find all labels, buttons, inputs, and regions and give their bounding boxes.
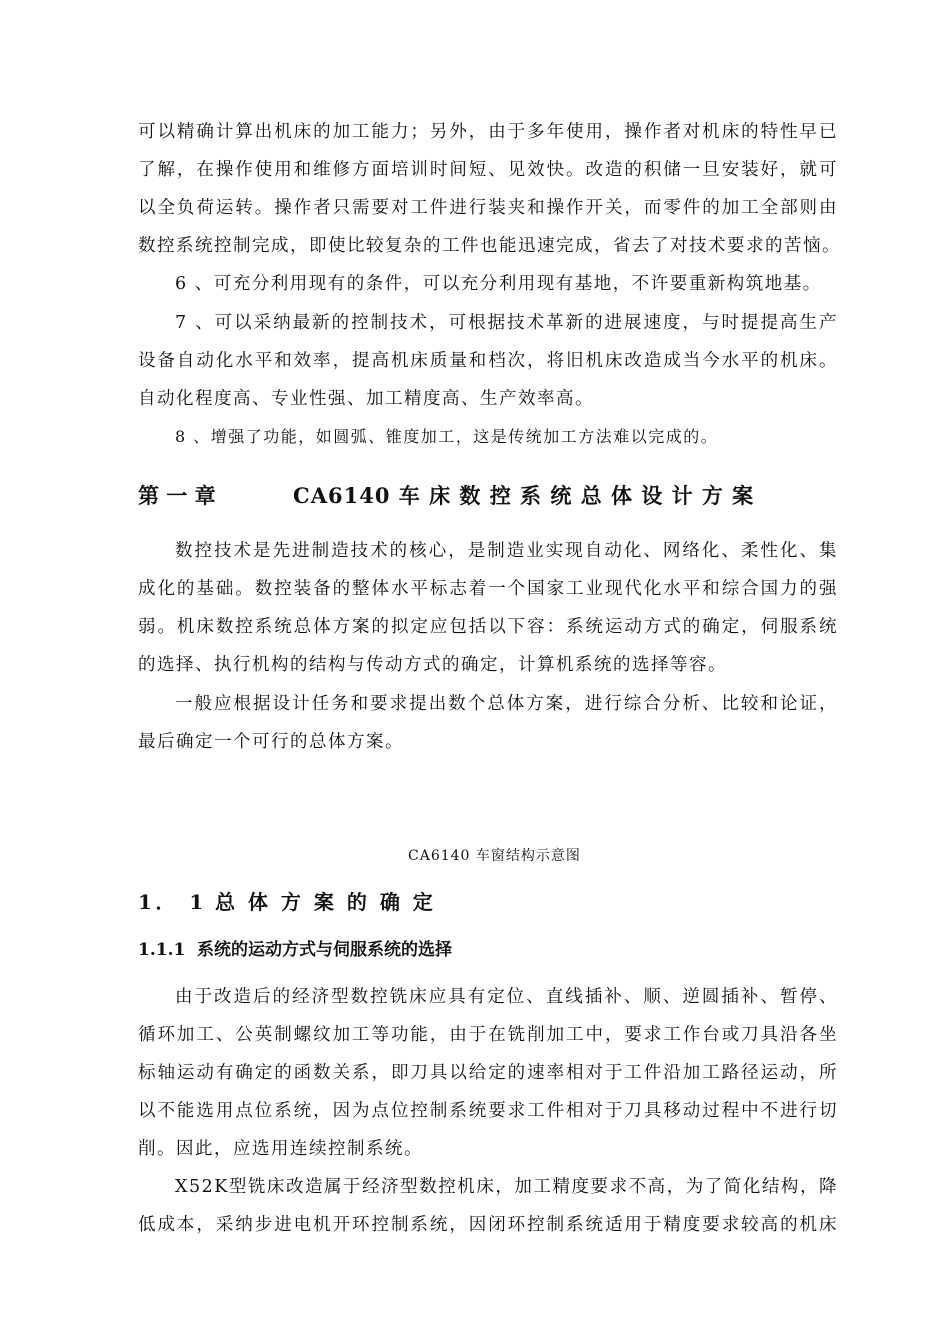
- text-line: 自动化程度高、专业性强、加工精度高、生产效率高。: [138, 389, 594, 409]
- text-line: 标轴运动有确定的函数关系，即刀具以给定的速率相对于工件沿加工路径运动，所: [138, 1063, 838, 1083]
- text-line: 弱。机床数控系统总体方案的拟定应包括以下容：系统运动方式的确定，伺服系统: [138, 617, 838, 637]
- text-line: 数控系统控制完成，即使比较复杂的工件也能迅速完成，省去了对技术要求的苦恼。: [138, 236, 841, 256]
- text-line: 低成本，采纳步进电机开环控制系统，因闭环控制系统适用于精度要求较高的机床: [138, 1215, 838, 1235]
- text-line: 削。因此，应选用连续控制系统。: [138, 1139, 423, 1159]
- text-line: 以全负荷运转。操作者只需要对工件进行装夹和操作开关，而零件的加工全部则由: [138, 198, 838, 218]
- text-line: 成化的基础。数控装备的整体水平标志着一个国家工业现代化水平和综合国力的强: [138, 579, 838, 599]
- text-line: 以不能选用点位系统，因为点位控制系统要求工件相对于刀具移动过程中不进行切: [138, 1101, 838, 1121]
- section-title: 总 体 方 案 的 确 定: [215, 890, 436, 914]
- text-line: 一般应根据设计任务和要求提出数个总体方案，进行综合分析、比较和论证，: [175, 694, 838, 714]
- text-line: 可以精确计算出机床的加工能力；另外，由于多年使用，操作者对机床的特性早已: [138, 122, 838, 142]
- text-line: 循环加工、公英制螺纹加工等功能，由于在铣削加工中，要求工作台或刀具沿各坐: [138, 1025, 838, 1045]
- list-item: 7 、可以采纳最新的控制技术，可根据技术革新的进展速度，与时提提高生产: [175, 313, 838, 333]
- subsection-title: 系统的运动方式与伺服系统的选择: [197, 940, 452, 960]
- chapter-number: 第 一 章: [138, 483, 216, 508]
- list-item: 8 、增强了功能，如圆弧、锥度加工，这是传统加工方法难以完成的。: [175, 427, 719, 446]
- section-number: 1． 1: [138, 890, 207, 914]
- text-line: 设备自动化水平和效率，提高机床质量和档次，将旧机床改造成当今水平的机床。: [138, 351, 838, 371]
- text-line: 最后确定一个可行的总体方案。: [138, 732, 404, 752]
- text-line: 数控技术是先进制造技术的核心，是制造业实现自动化、网络化、柔性化、集: [175, 541, 838, 561]
- text-line: 由于改造后的经济型数控铣床应具有定位、直线插补、顺、逆圆插补、暂停、: [175, 987, 838, 1007]
- text-line: 了解，在操作使用和维修方面培训时间短、见效快。改造的积储一旦安装好，就可: [138, 160, 838, 180]
- list-item: 6 、可充分利用现有的条件，可以充分利用现有基地，不许要重新构筑地基。: [175, 274, 822, 294]
- text-line: 的选择、执行机构的结构与传动方式的确定，计算机系统的选择等容。: [138, 655, 727, 675]
- chapter-title: CA6140 车 床 数 控 系 统 总 体 设 计 方 案: [293, 483, 755, 508]
- subsection-number: 1.1.1: [138, 940, 186, 960]
- figure-caption: CA6140 车窗结构示意图: [408, 848, 581, 864]
- text-line: X52K型铣床改造属于经济型数控机床，加工精度要求不高，为了简化结构，降: [175, 1177, 838, 1197]
